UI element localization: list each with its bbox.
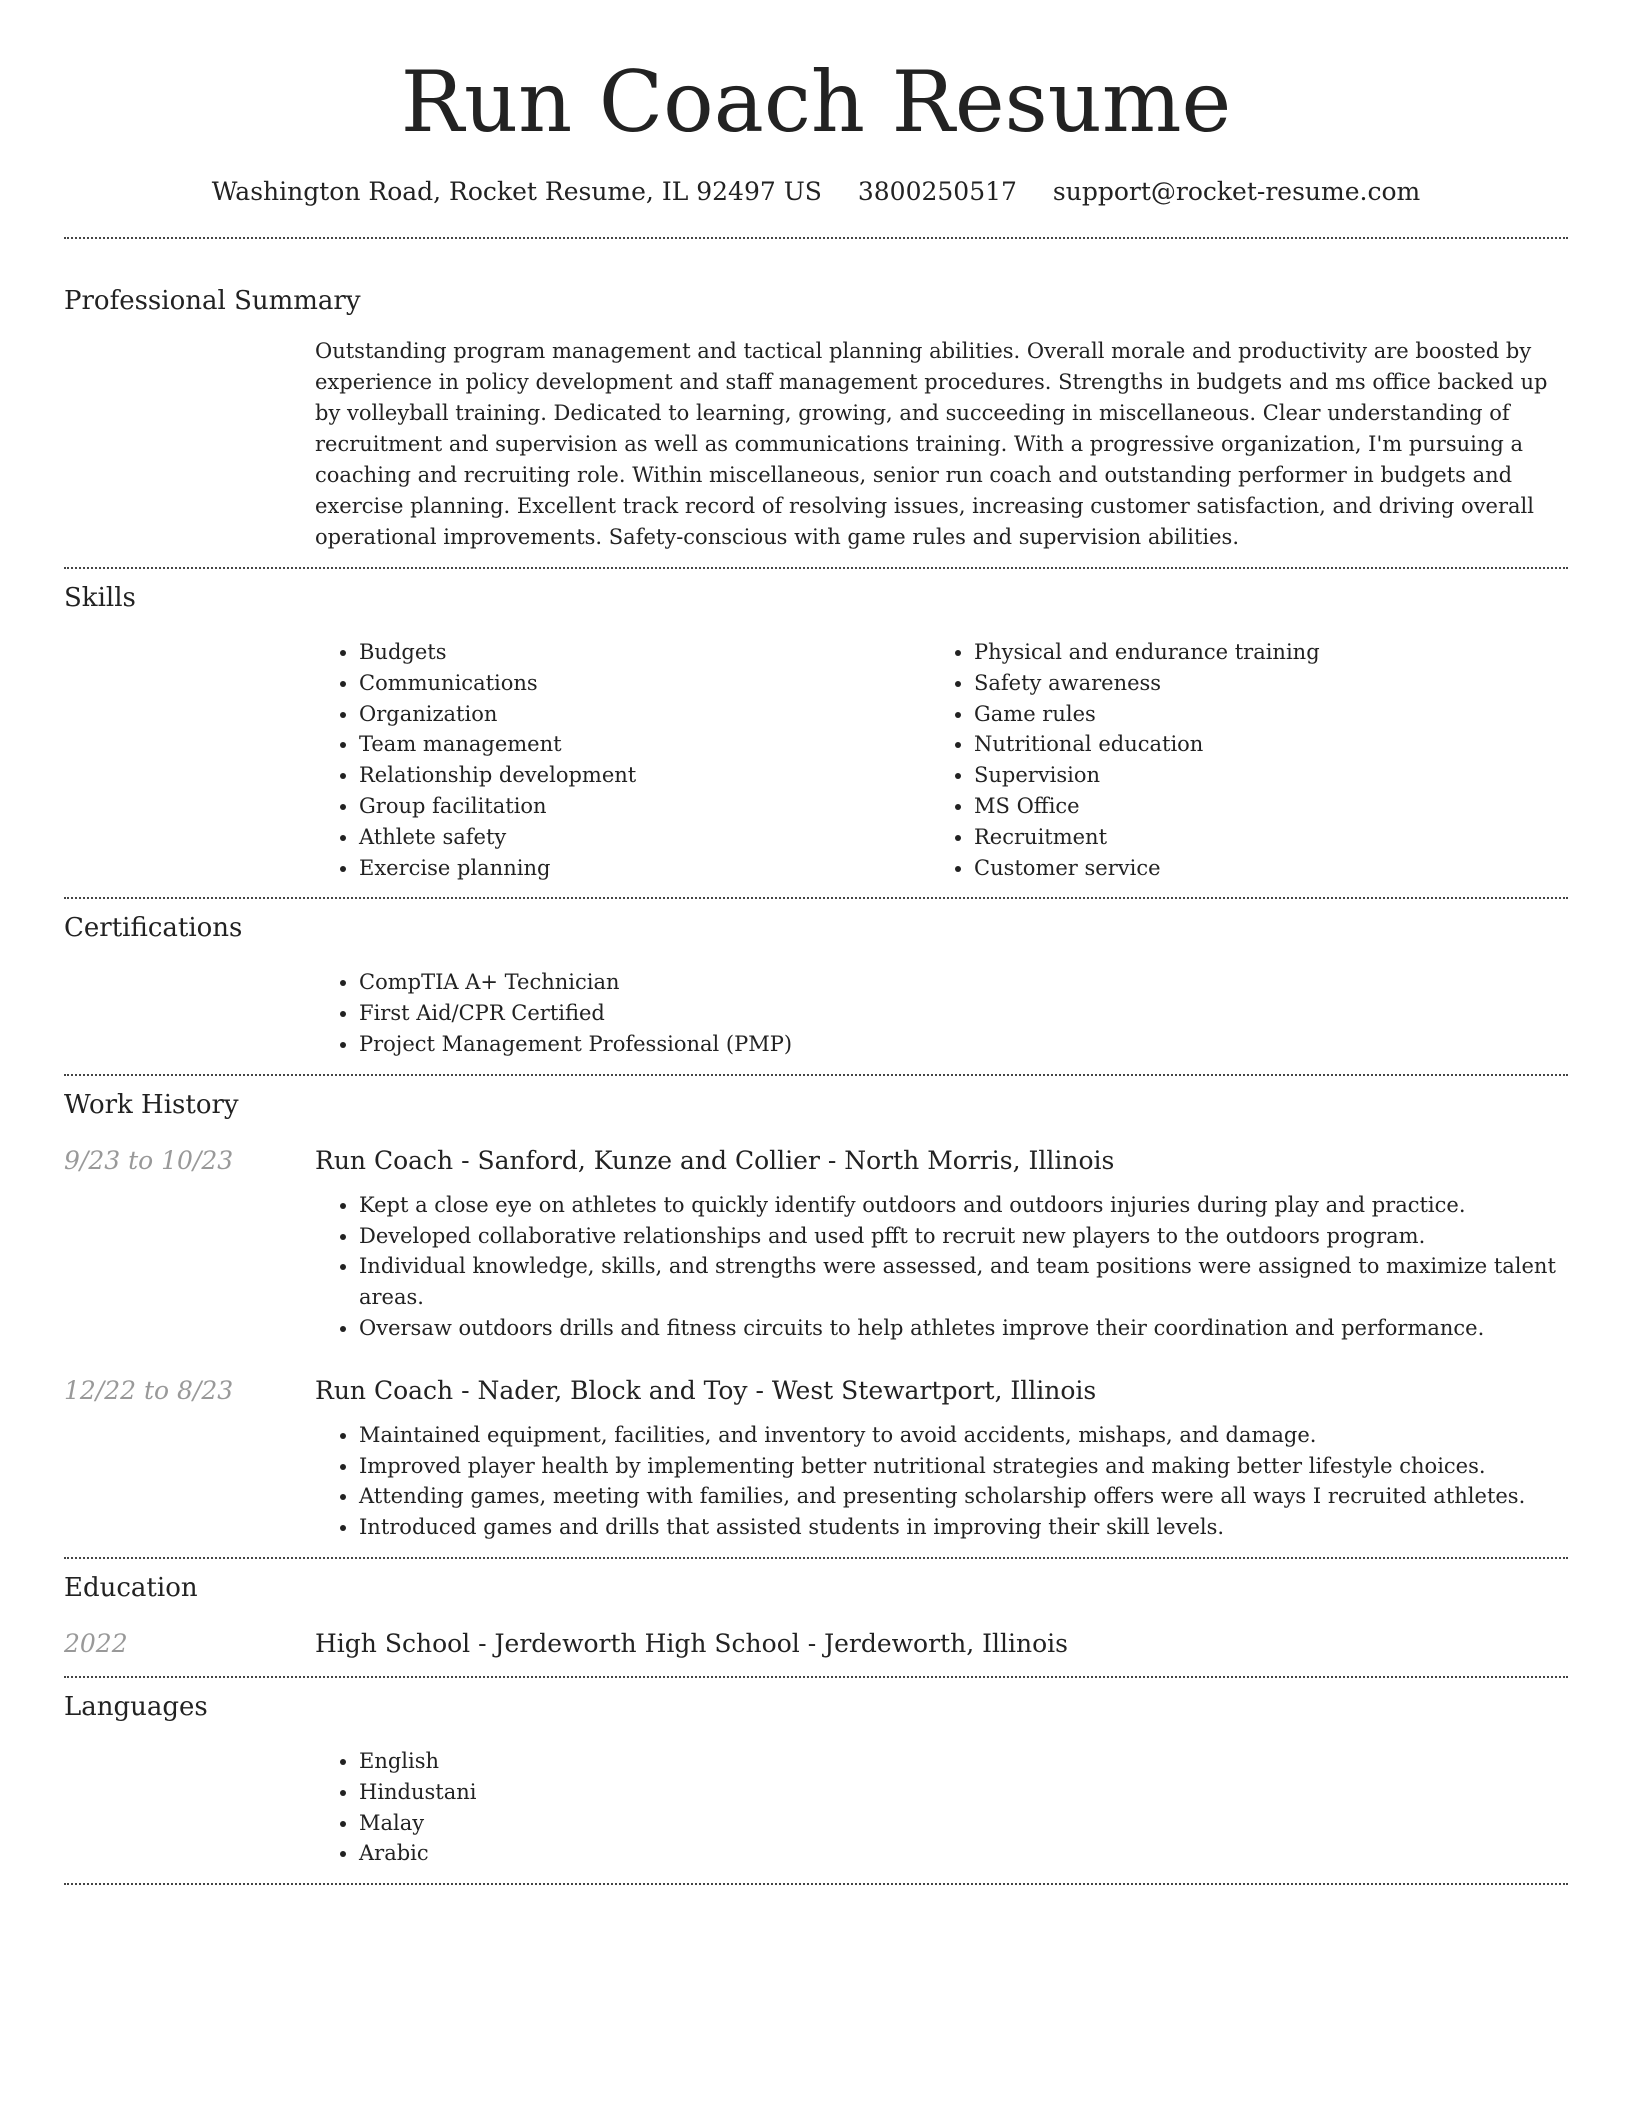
certifications-body — [315, 967, 1568, 1059]
list-item: • Relationship development — [359, 760, 930, 791]
list-item: • First Aid/CPR Certified — [359, 998, 1568, 1029]
list-item: • CompTIA A+ Technician — [359, 967, 1568, 998]
section-summary — [64, 239, 1568, 553]
job-bullets — [315, 1190, 1568, 1344]
section-heading-summary: Professional Summary — [64, 286, 361, 316]
list-item: • Recruitment — [974, 822, 1545, 853]
section-education — [64, 1559, 1568, 1662]
list-item: • Improved player health by implementing better nutritional strategies and making better lifestyle choices. — [359, 1451, 1568, 1482]
job-entry — [64, 1143, 1568, 1344]
list-item: • Budgets — [359, 637, 930, 668]
list-item: • Customer service — [974, 853, 1545, 884]
job-body — [315, 1190, 1568, 1344]
list-item: • Arabic — [359, 1838, 1568, 1869]
languages-list — [315, 1746, 1568, 1869]
job-title: Run Coach - Nader, Block and Toy - West Stewartport, Illinois — [315, 1375, 1097, 1405]
contact-phone: 3800250517 — [857, 177, 1017, 206]
job-dates: 9/23 to 10/23 — [64, 1145, 234, 1175]
job-dates: 12/22 to 8/23 — [64, 1375, 234, 1405]
list-item: • Developed collaborative relationships and used pfft to recruit new players to the outdoors program. — [359, 1221, 1568, 1252]
summary-body — [315, 336, 1568, 553]
education-entry — [64, 1626, 1568, 1662]
list-item: • MS Office — [974, 791, 1545, 822]
education-year: 2022 — [64, 1628, 128, 1658]
list-item: • Introduced games and drills that assisted students in improving their skill levels. — [359, 1512, 1568, 1543]
list-item: • Physical and endurance training — [974, 637, 1545, 668]
list-item: • Game rules — [974, 699, 1545, 730]
list-item: • Kept a close eye on athletes to quickly identify outdoors and outdoors injuries during play and practice. — [359, 1190, 1568, 1221]
contact-email: support@rocket-resume.com — [1052, 177, 1421, 206]
languages-body — [315, 1746, 1568, 1869]
section-heading-education: Education — [64, 1572, 198, 1603]
list-item: • Supervision — [974, 760, 1545, 791]
list-item: • Individual knowledge, skills, and strengths were assessed, and team positions were assigned to maximize talent areas. — [359, 1251, 1568, 1313]
list-item: • Exercise planning — [359, 853, 930, 884]
section-heading-certifications: Certifications — [64, 913, 243, 944]
list-item: • Hindustani — [359, 1777, 1568, 1808]
list-item: • Team management — [359, 729, 930, 760]
skills-column-left — [315, 637, 930, 883]
list-item: • Communications — [359, 668, 930, 699]
section-heading-languages: Languages — [64, 1691, 208, 1722]
list-item: • Athlete safety — [359, 822, 930, 853]
certifications-list — [315, 967, 1568, 1059]
skills-body — [315, 637, 1568, 883]
contact-address: Washington Road, Rocket Resume, IL 92497 US — [211, 177, 822, 206]
education-title: High School - Jerdeworth High School - Jerdeworth, Illinois — [315, 1628, 1068, 1658]
section-skills — [64, 569, 1568, 883]
list-item: • Maintained equipment, facilities, and inventory to avoid accidents, mishaps, and damage. — [359, 1420, 1568, 1451]
list-item: • Nutritional education — [974, 729, 1545, 760]
contact-info — [64, 174, 1568, 210]
skills-column-right — [930, 637, 1545, 883]
list-item: • Oversaw outdoors drills and fitness circuits to help athletes improve their coordination and performance. — [359, 1313, 1568, 1344]
section-heading-work-history: Work History — [64, 1089, 239, 1120]
job-header — [64, 1143, 1568, 1179]
divider — [64, 1883, 1568, 1885]
list-item: • Safety awareness — [974, 668, 1545, 699]
section-languages — [64, 1678, 1568, 1869]
list-item: • Group facilitation — [359, 791, 930, 822]
resume-page — [64, 0, 1568, 1885]
resume-title: Run Coach Resume — [400, 53, 1232, 151]
list-item: • Project Management Professional (PMP) — [359, 1029, 1568, 1060]
summary-text: Outstanding program management and tactical planning abilities. Overall morale and productivity are boosted by experience in policy development and staff management procedures. Strengths in budgets and ms office backed up by volleyball training. Dedicated to learning, growing, and succeeding in miscellaneous. Clear understanding of recruitment and supervision as well as communications training. With a progressive organization, I'm pursuing a coaching and recruiting role. Within miscellaneous, senior run coach and outstanding performer in budgets and exercise planning. Excellent track record of resolving issues, increasing customer satisfaction, and driving overall operational improvements. Safety-conscious with game rules and supervision abilities. — [315, 339, 1548, 549]
list-item: • Organization — [359, 699, 930, 730]
list-item: • English — [359, 1746, 1568, 1777]
job-entry — [64, 1373, 1568, 1543]
list-item: • Attending games, meeting with families, and presenting scholarship offers were all ways I recruited athletes. — [359, 1481, 1568, 1512]
job-title: Run Coach - Sanford, Kunze and Collier - North Morris, Illinois — [315, 1145, 1115, 1175]
skills-list-left — [315, 637, 930, 883]
section-certifications — [64, 899, 1568, 1059]
job-bullets — [315, 1420, 1568, 1543]
section-work-history — [64, 1076, 1568, 1543]
job-body — [315, 1420, 1568, 1543]
skills-list-right — [930, 637, 1545, 883]
job-header — [64, 1373, 1568, 1409]
section-heading-skills: Skills — [64, 583, 136, 613]
list-item: • Malay — [359, 1808, 1568, 1839]
